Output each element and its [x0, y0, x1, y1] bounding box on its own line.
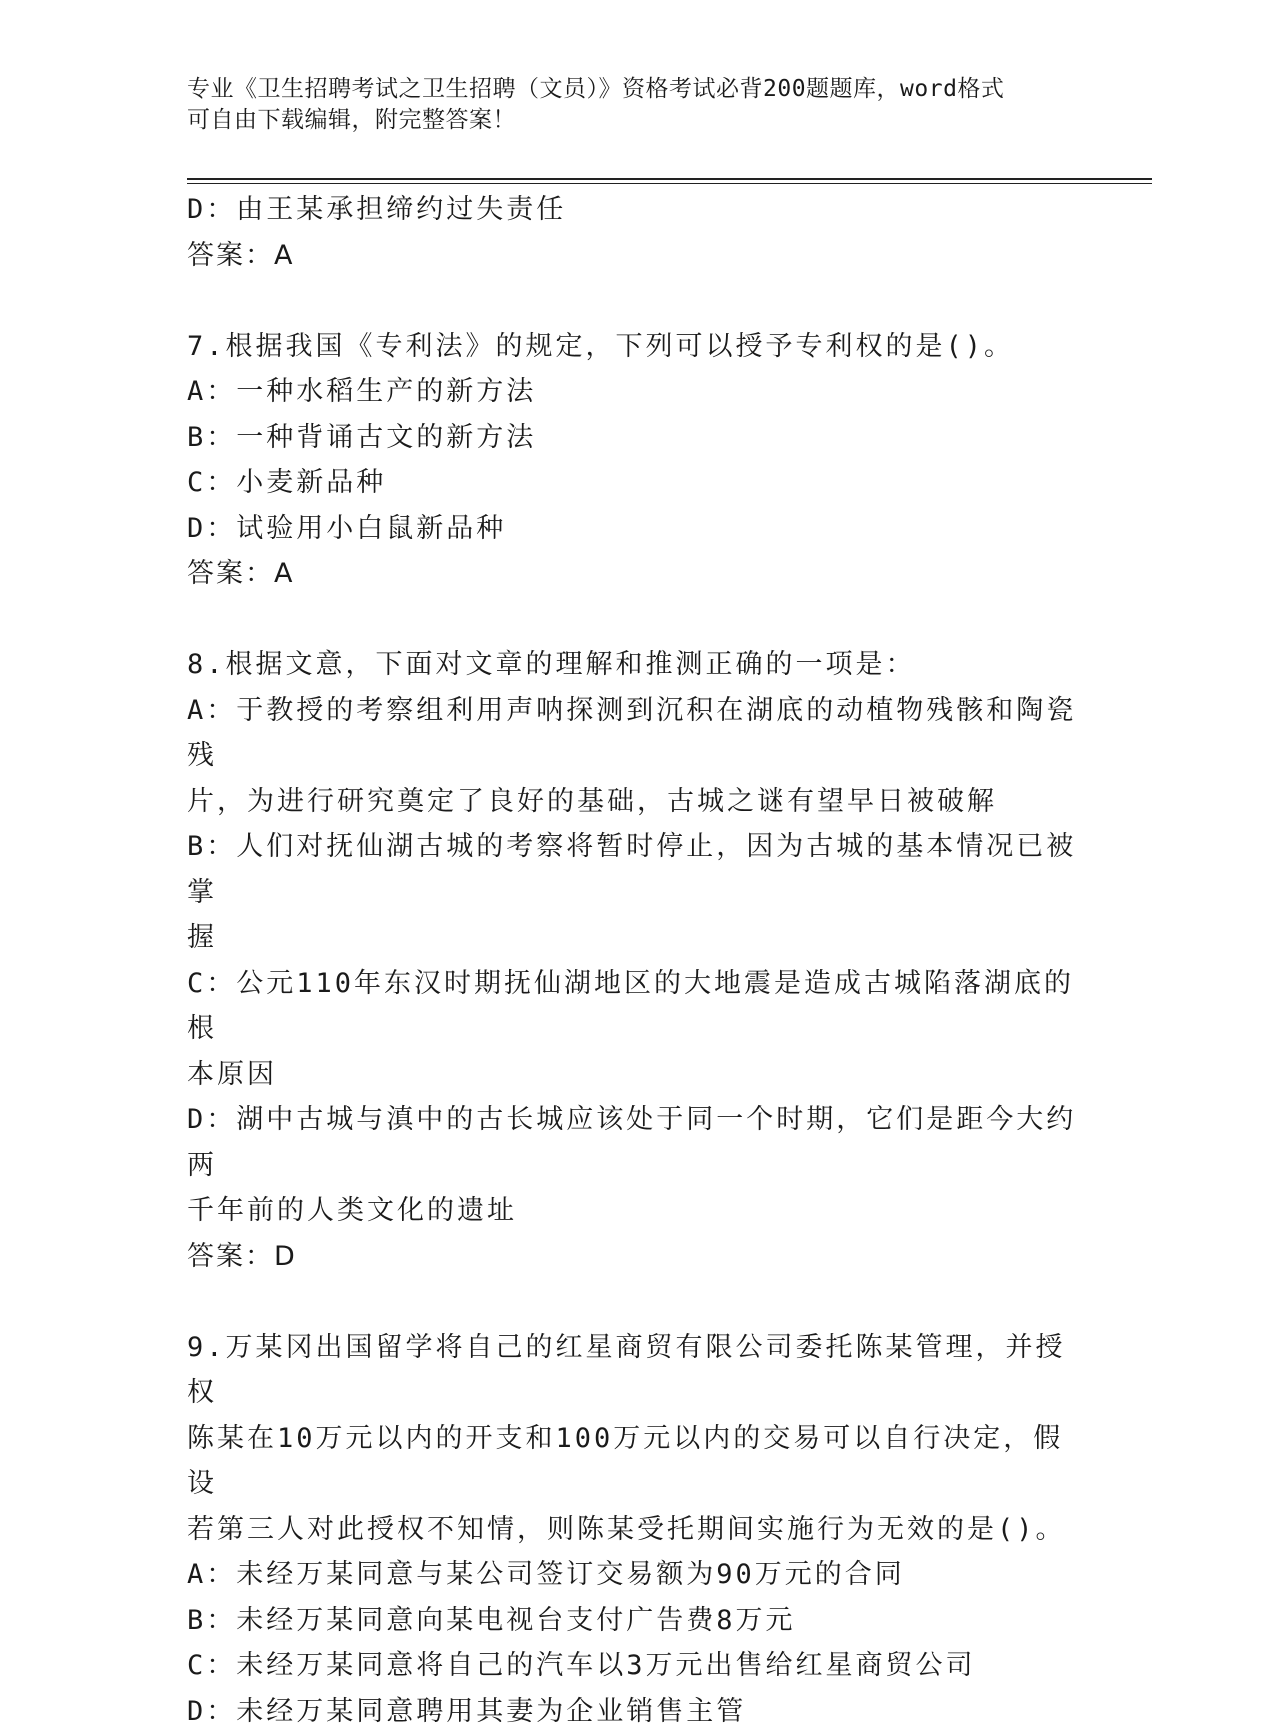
- option-d-line-1: D：湖中古城与滇中的古长城应该处于同一个时期，它们是距今大约两: [187, 1097, 1077, 1188]
- option-d-line-2: 千年前的人类文化的遗址: [187, 1188, 1077, 1234]
- answer-line: 答案：D: [187, 1234, 1077, 1280]
- option-a: A：一种水稻生产的新方法: [187, 369, 1077, 415]
- question-6-tail: [187, 187, 1077, 278]
- option-b-line-1: B：人们对抚仙湖古城的考察将暂时停止，因为古城的基本情况已被掌: [187, 824, 1077, 915]
- option-a-line-2: 片，为进行研究奠定了良好的基础，古城之谜有望早日被破解: [187, 779, 1077, 825]
- option-d: D：未经万某同意聘用其妻为企业销售主管: [187, 1689, 1077, 1734]
- spacer: [187, 597, 1077, 643]
- spacer: [187, 1279, 1077, 1325]
- question-stem-line-1: 9.万某冈出国留学将自己的红星商贸有限公司委托陈某管理，并授权: [187, 1325, 1077, 1416]
- header-line-1: 专业《卫生招聘考试之卫生招聘（文员）》资格考试必背200题题库，word格式: [187, 74, 1067, 105]
- option-b: B：一种背诵古文的新方法: [187, 415, 1077, 461]
- answer-line: 答案：A: [187, 551, 1077, 597]
- spacer: [187, 278, 1077, 324]
- header-line-2: 可自由下载编辑，附完整答案！: [187, 105, 1067, 136]
- option-a-line-1: A：于教授的考察组利用声呐探测到沉积在湖底的动植物残骸和陶瓷残: [187, 688, 1077, 779]
- document-header: [187, 74, 1067, 136]
- option-b: B：未经万某同意向某电视台支付广告费8万元: [187, 1598, 1077, 1644]
- option-a: A：未经万某同意与某公司签订交易额为90万元的合同: [187, 1552, 1077, 1598]
- option-d: D：试验用小白鼠新品种: [187, 506, 1077, 552]
- option-c-line-2: 本原因: [187, 1052, 1077, 1098]
- question-9: [187, 1325, 1077, 1734]
- option-c-line-1: C：公元110年东汉时期抚仙湖地区的大地震是造成古城陷落湖底的根: [187, 961, 1077, 1052]
- question-list: [187, 187, 1077, 1734]
- header-divider-thin: [187, 183, 1152, 184]
- question-stem-line-3: 若第三人对此授权不知情，则陈某受托期间实施行为无效的是()。: [187, 1507, 1077, 1553]
- question-8: [187, 642, 1077, 1279]
- question-stem: 8.根据文意，下面对文章的理解和推测正确的一项是：: [187, 642, 1077, 688]
- question-stem-line-2: 陈某在10万元以内的开支和100万元以内的交易可以自行决定，假设: [187, 1416, 1077, 1507]
- question-stem: 7.根据我国《专利法》的规定，下列可以授予专利权的是()。: [187, 324, 1077, 370]
- option-c: C：小麦新品种: [187, 460, 1077, 506]
- option-b-line-2: 握: [187, 915, 1077, 961]
- answer-line: 答案：A: [187, 233, 1077, 279]
- option-d: D：由王某承担缔约过失责任: [187, 187, 1077, 233]
- option-c: C：未经万某同意将自己的汽车以3万元出售给红星商贸公司: [187, 1643, 1077, 1689]
- question-7: [187, 324, 1077, 597]
- header-divider-thick: [187, 178, 1152, 180]
